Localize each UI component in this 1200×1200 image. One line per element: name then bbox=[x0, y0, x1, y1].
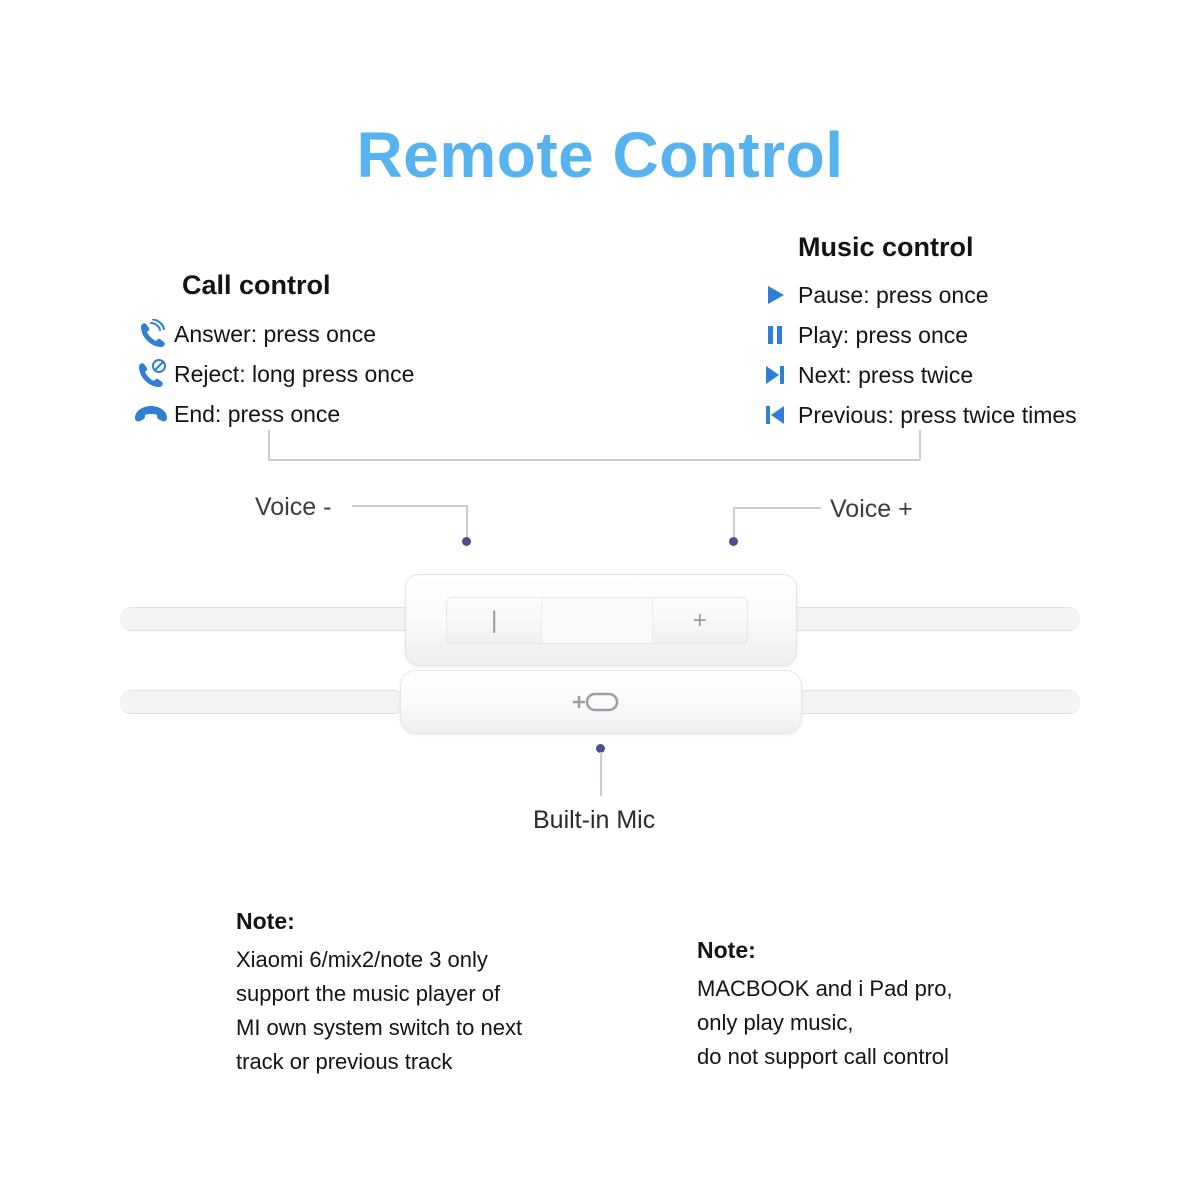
note-line: track or previous track bbox=[236, 1049, 453, 1074]
list-item bbox=[752, 275, 1192, 315]
note-title: Note: bbox=[697, 937, 756, 963]
connector-line bbox=[733, 507, 821, 509]
pause-bars-icon bbox=[752, 318, 798, 352]
note-block-right bbox=[697, 937, 953, 1074]
note-line: MACBOOK and i Pad pro, bbox=[697, 976, 953, 1001]
cable-segment bbox=[120, 690, 405, 714]
phone-end-icon bbox=[128, 397, 174, 431]
volume-up-button[interactable]: + bbox=[652, 598, 747, 643]
next-track-icon bbox=[752, 358, 798, 392]
list-item bbox=[128, 394, 598, 434]
page-title: Remote Control bbox=[356, 119, 844, 191]
list-item-label: Answer: press once bbox=[174, 320, 376, 347]
center-button[interactable] bbox=[542, 598, 651, 643]
connector-line bbox=[733, 507, 735, 540]
list-item-label: Previous: press twice times bbox=[798, 401, 1077, 428]
remote-button-strip bbox=[446, 597, 748, 644]
list-item-label: End: press once bbox=[174, 400, 341, 427]
play-triangle-icon bbox=[752, 278, 798, 312]
note-line: support the music player of bbox=[236, 981, 501, 1006]
list-item-label: Reject: long press once bbox=[174, 360, 415, 387]
connector-line bbox=[268, 459, 920, 461]
note-line: do not support call control bbox=[697, 1044, 949, 1069]
voice-down-label: Voice - bbox=[255, 493, 332, 521]
list-item-label: Pause: press once bbox=[798, 281, 989, 308]
connector-line bbox=[466, 505, 468, 540]
microphone-icon bbox=[571, 688, 629, 716]
note-line: only play music, bbox=[697, 1010, 854, 1035]
call-control-heading: Call control bbox=[182, 270, 331, 300]
music-control-list bbox=[752, 275, 1192, 435]
connector-line bbox=[352, 505, 467, 507]
list-item bbox=[752, 315, 1192, 355]
connector-dot bbox=[729, 537, 738, 546]
list-item-label: Play: press once bbox=[798, 321, 969, 348]
list-item bbox=[128, 354, 598, 394]
cable-segment bbox=[780, 607, 1080, 631]
note-line: MI own system switch to next bbox=[236, 1015, 523, 1040]
phone-answer-icon bbox=[128, 317, 174, 351]
built-in-mic-label: Built-in Mic bbox=[533, 806, 656, 834]
list-item bbox=[752, 355, 1192, 395]
note-title: Note: bbox=[236, 908, 295, 934]
music-control-heading: Music control bbox=[798, 232, 974, 262]
note-block-left bbox=[236, 908, 522, 1079]
cable-segment bbox=[795, 690, 1080, 714]
previous-track-icon bbox=[752, 398, 798, 432]
note-line: Xiaomi 6/mix2/note 3 only bbox=[236, 947, 488, 972]
list-item bbox=[128, 314, 598, 354]
remote-control-module bbox=[405, 574, 797, 666]
list-item bbox=[752, 395, 1192, 435]
connector-line bbox=[600, 752, 602, 796]
list-item-label: Next: press twice bbox=[798, 361, 974, 388]
connector-line bbox=[268, 430, 270, 460]
call-control-list bbox=[128, 314, 598, 434]
phone-reject-icon bbox=[128, 357, 174, 391]
voice-up-label: Voice + bbox=[830, 495, 913, 523]
connector-line bbox=[919, 430, 921, 460]
microphone-module bbox=[400, 670, 802, 734]
earphone-diagram bbox=[0, 560, 1200, 760]
cable-segment bbox=[120, 607, 420, 631]
connector-dot bbox=[462, 537, 471, 546]
volume-down-button[interactable]: | bbox=[447, 598, 542, 643]
